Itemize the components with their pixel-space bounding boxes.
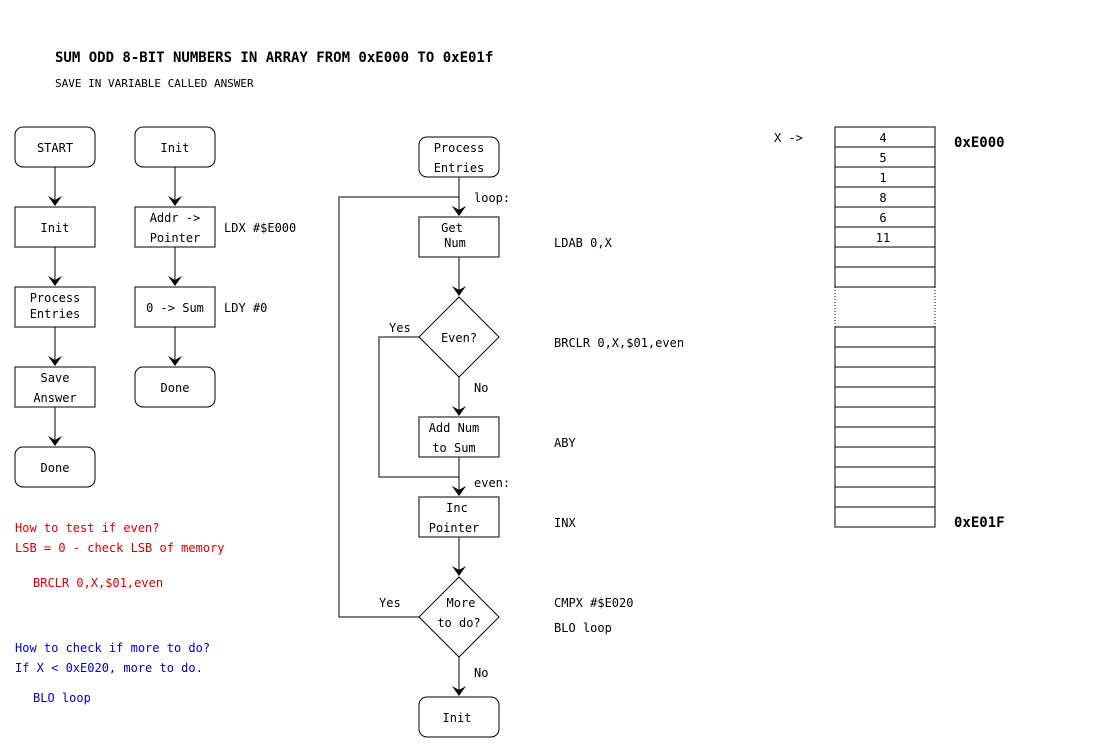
get-num-code: LDAB 0,X	[554, 236, 612, 250]
more-yes-label: Yes	[379, 596, 401, 610]
notes-red	[15, 521, 225, 590]
memory-value: 5	[879, 151, 887, 165]
start-label: START	[36, 141, 74, 155]
notes-blue	[15, 641, 210, 705]
memory-value: 8	[879, 191, 887, 205]
more-note-code: BLO loop	[33, 691, 91, 705]
loop-back-connector	[339, 197, 459, 617]
get-num-line1: Get	[441, 221, 463, 235]
memory-cell	[835, 367, 935, 387]
process-flow	[339, 137, 684, 737]
addr-code: LDX #$E000	[224, 221, 297, 235]
cmpx-code: CMPX #$E020	[554, 596, 634, 610]
memory-value: 6	[879, 211, 887, 225]
memory-value: 1	[879, 171, 887, 185]
more-no-label: No	[474, 666, 489, 680]
even-no-label: No	[474, 381, 489, 395]
save-label-line1: Save	[40, 371, 70, 385]
loop-label: loop:	[474, 191, 511, 205]
more-note-question: How to check if more to do?	[15, 641, 211, 655]
init-done-label: Done	[160, 381, 190, 395]
memory-cell	[835, 427, 935, 447]
memory-value: 11	[875, 231, 891, 245]
more-note-answer: If X < 0xE020, more to do.	[15, 661, 203, 675]
process-terminal-line2: Entries	[433, 161, 485, 175]
inc-line1: Inc	[446, 501, 468, 515]
inc-code: INX	[554, 516, 576, 530]
memory-cell	[835, 467, 935, 487]
more-line1: More	[446, 596, 476, 610]
process-terminal-line1: Process	[433, 141, 485, 155]
sum-label: 0 -> Sum	[146, 301, 204, 315]
add-line1: Add Num	[428, 421, 480, 435]
init-label: Init	[40, 221, 70, 235]
memory-cell	[835, 347, 935, 367]
page-title: SUM ODD 8-BIT NUMBERS IN ARRAY FROM 0xE000 TO 0xE01f	[55, 50, 494, 66]
main-flow	[15, 127, 95, 487]
addr-label-line2: Pointer	[149, 231, 201, 245]
memory-cell	[835, 387, 935, 407]
init-terminal-label: Init	[160, 141, 190, 155]
done-label: Done	[40, 461, 70, 475]
start-address: 0xE000	[954, 135, 1005, 151]
init-flow	[135, 127, 296, 407]
memory-cell	[835, 247, 935, 267]
save-label-line2: Answer	[33, 391, 77, 405]
memory-cell	[835, 507, 935, 527]
get-num-line2: Num	[444, 236, 466, 250]
page-subtitle: SAVE IN VARIABLE CALLED ANSWER	[55, 77, 254, 90]
memory-cell	[835, 407, 935, 427]
sum-code: LDY #0	[224, 301, 268, 315]
add-code: ABY	[554, 436, 576, 450]
even-code: BRCLR 0,X,$01,even	[554, 336, 685, 350]
end-label: Init	[442, 711, 472, 725]
memory-array	[774, 127, 1005, 531]
even-note-answer: LSB = 0 - check LSB of memory	[15, 541, 225, 555]
inc-line2: Pointer	[428, 521, 480, 535]
process-label-line2: Entries	[29, 307, 81, 321]
memory-value: 4	[879, 131, 887, 145]
even-label: even:	[474, 476, 511, 490]
addr-label-line1: Addr ->	[149, 211, 201, 225]
even-note-code: BRCLR 0,X,$01,even	[33, 576, 164, 590]
process-label-line1: Process	[29, 291, 81, 305]
memory-cell	[835, 487, 935, 507]
memory-cell	[835, 447, 935, 467]
more-line2: to do?	[437, 616, 481, 630]
memory-cell	[835, 267, 935, 287]
even-yes-label: Yes	[389, 321, 411, 335]
blo-code: BLO loop	[554, 621, 612, 635]
even-note-question: How to test if even?	[15, 521, 160, 535]
add-line2: to Sum	[432, 441, 476, 455]
pointer-label: X ->	[774, 131, 803, 145]
memory-cell	[835, 327, 935, 347]
end-address: 0xE01F	[954, 515, 1005, 531]
even-question: Even?	[440, 331, 478, 345]
